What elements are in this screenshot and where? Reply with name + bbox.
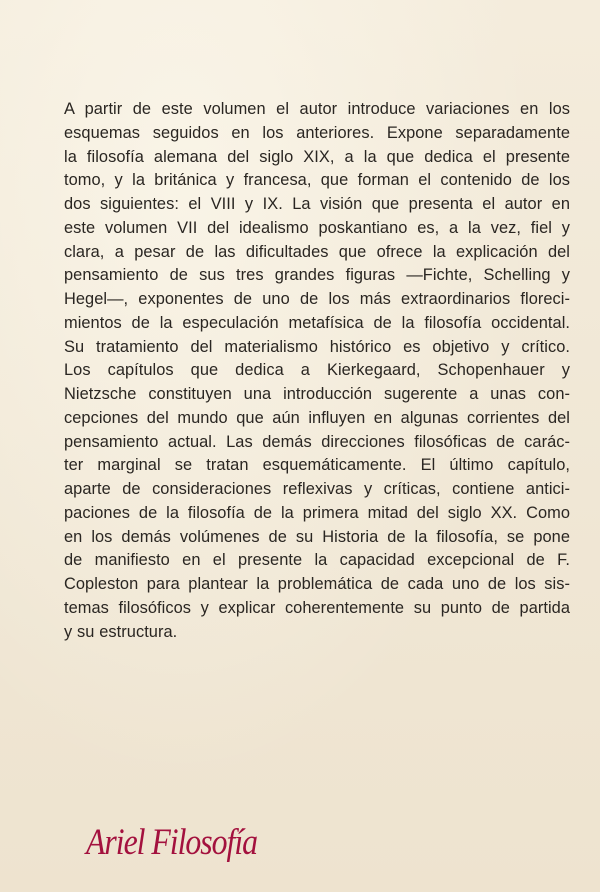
blurb-line: dos siguientes: el VIII y IX. La visión que presenta el autor en <box>64 195 570 213</box>
blurb-line: ter marginal se tratan esquemáticamente. El último capítulo, <box>64 456 570 475</box>
blurb-line: paciones de la filosofía de la primera mitad del siglo XX. Como <box>64 503 570 522</box>
blurb-line: temas filosóficos y explicar coherentemente su punto de partida <box>64 598 570 617</box>
blurb-line: pensamiento de sus tres grandes figuras —Fichte, Schelling y <box>64 266 570 285</box>
publisher-imprint-logo: Ariel Filosofía <box>86 822 258 863</box>
blurb-line: Hegel—, exponentes de uno de los más extraordinarios floreci- <box>64 290 570 308</box>
blurb-line: cepciones del mundo que aún influyen en algunas corrientes del <box>64 408 570 427</box>
blurb-line: de manifiesto en el presente la capacidad excepcional de F. <box>64 551 570 570</box>
blurb-line: clara, a pesar de las dificultades que ofrece la explicación del <box>64 242 570 261</box>
blurb-line: Los capítulos que dedica a Kierkegaard, Schopenhauer y <box>64 361 570 380</box>
blurb-line: Nietzsche constituyen una introducción sugerente a unas con- <box>64 385 570 403</box>
blurb-line: en los demás volúmenes de su Historia de la filosofía, se pone <box>64 527 570 546</box>
blurb-line: y su estructura. <box>64 622 178 641</box>
blurb-line: pensamiento actual. Las demás direcciones filosóficas de carác- <box>64 432 570 451</box>
back-cover-blurb <box>64 98 570 644</box>
blurb-line: mientos de la especulación metafísica de la filosofía occidental. <box>64 313 570 332</box>
blurb-line: aparte de consideraciones reflexivas y críticas, contiene antici- <box>64 480 570 498</box>
blurb-line: este volumen VII del idealismo poskantiano es, a la vez, fiel y <box>64 218 570 237</box>
blurb-line: esquemas seguidos en los anteriores. Expone separadamente <box>64 123 570 142</box>
blurb-line: Copleston para plantear la problemática de cada uno de los sis- <box>64 575 570 593</box>
blurb-line: tomo, y la británica y francesa, que forman el contenido de los <box>64 171 570 190</box>
blurb-line: la filosofía alemana del siglo XIX, a la que dedica el presente <box>64 147 570 166</box>
blurb-line: A partir de este volumen el autor introduce variaciones en los <box>64 100 570 118</box>
blurb-line: Su tratamiento del materialismo histórico es objetivo y crítico. <box>64 337 570 356</box>
